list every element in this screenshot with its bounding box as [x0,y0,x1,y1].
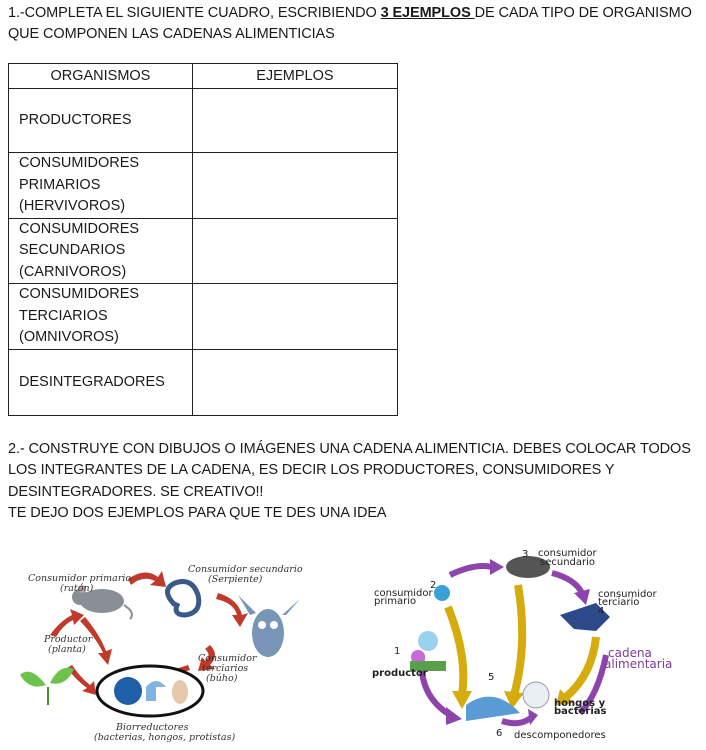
example-cell[interactable] [192,153,397,219]
label-alimentaria: alimentaria [604,657,673,671]
organism-cell [9,218,193,284]
q1-text: 1.-COMPLETA EL SIGUIENTE CUADRO, ESCRIBIENDO [8,5,381,21]
table-header-row [9,64,398,89]
owl-illustration [238,595,300,657]
table-row [9,153,398,219]
label-consumidor-secundario-1: consumidor [538,548,597,559]
bird-icon [434,585,450,601]
organisms-table [8,63,398,416]
label-consumidor-primario-2: primario [374,596,417,607]
organism-label: PRODUCTORES [19,111,132,128]
q1-line-2: QUE COMPONEN LAS CADENAS ALIMENTICIAS [8,26,335,42]
protist-icon [172,680,188,704]
label-serpiente: (Serpiente) [208,574,263,585]
organism-label: DESINTEGRADORES [19,373,165,390]
q2-line-4: TE DEJO DOS EJEMPLOS PARA QUE TE DES UNA IDEA [8,505,387,521]
num-2: 2 [430,580,437,591]
food-chain-figure-1 [10,555,310,745]
q2-line-3: DESINTEGRADORES. SE CREATIVO!! [8,484,264,500]
q1-line-1 [8,5,692,21]
q2-line-2: LOS INTEGRANTES DE LA CADENA, ES DECIR LOS PRODUCTORES, CONSUMIDORES Y [8,462,615,478]
food-chain-arrows-illustration [370,545,696,745]
example-cell[interactable] [192,350,397,416]
label-raton: (ratón) [60,583,94,594]
organism-label: (HERVIVOROS) [19,198,126,214]
header-organismos: ORGANISMOS [9,64,193,89]
table-row [9,89,398,153]
organism-label: (CARNIVOROS) [19,263,127,280]
organism-cell [9,284,193,350]
num-5: 5 [488,672,495,683]
organism-label: CONSUMIDORES [19,155,140,171]
flower-icon [418,631,438,651]
bacteria-icon [114,677,142,705]
organism-label: (OMNIVOROS) [19,329,119,346]
label-planta: (planta) [48,644,86,655]
food-chain-figure-2 [370,545,696,745]
organism-label: SECUNDARIOS [19,242,126,258]
example-cell[interactable] [192,89,397,153]
organism-label: TERCIARIOS [19,307,108,324]
table-row [9,218,398,284]
label-consumidor-terciario: Consumidor [198,653,257,664]
label-bacterias: bacterias [554,706,607,717]
label-hongos: hongos y [554,698,606,709]
label-cadena: cadena [608,646,652,660]
label-consumidor-primario-1: consumidor [374,588,433,599]
label-descomponedores: descomponedores [514,730,606,741]
q2-line-1: 2.- CONSTRUYE CON DIBUJOS O IMÁGENES UNA CADENA ALIMENTICIA. DEBES COLOCAR TODOS [8,441,691,457]
q1-emphasis: 3 EJEMPLOS [380,5,475,21]
snake-illustration [168,582,199,616]
label-productor: Productor [44,634,93,645]
table-row [9,284,398,350]
q1-text-end: DE CADA TIPO DE ORGANISMO [474,5,692,21]
num-4: 4 [598,606,605,617]
organism-label: CONSUMIDORES [19,220,140,237]
example-cell[interactable] [192,218,397,284]
label-biorreductores-sub: (bacterias, hongos, protistas) [94,732,236,743]
num-6: 6 [496,728,503,739]
organism-cell [9,153,193,219]
label-biorreductores: Biorreductores [116,722,189,733]
num-3: 3 [522,549,529,560]
header-ejemplos: EJEMPLOS [192,64,397,89]
label-buho: (búho) [206,673,238,684]
label-consumidor-secundario: Consumidor secundario [188,564,303,575]
num-1: 1 [394,646,401,657]
table-row [9,350,398,416]
bacteria-icon [523,682,549,708]
label-consumidor-terciario-2: terciario [598,597,640,608]
label-productor: productor [372,668,428,679]
label-consumidor-secundario-2: secundario [540,557,596,568]
organism-label: CONSUMIDORES [19,286,140,303]
organism-cell [9,350,193,416]
organism-label: PRIMARIOS [19,176,101,193]
label-consumidor-terciario-1: consumidor [598,589,657,600]
example-cell[interactable] [192,284,397,350]
organism-cell [9,89,193,153]
label-consumidor-primario: Consumidor primario [28,573,132,584]
plant-illustration [20,668,74,705]
label-terciarios: terciarios [202,663,249,674]
